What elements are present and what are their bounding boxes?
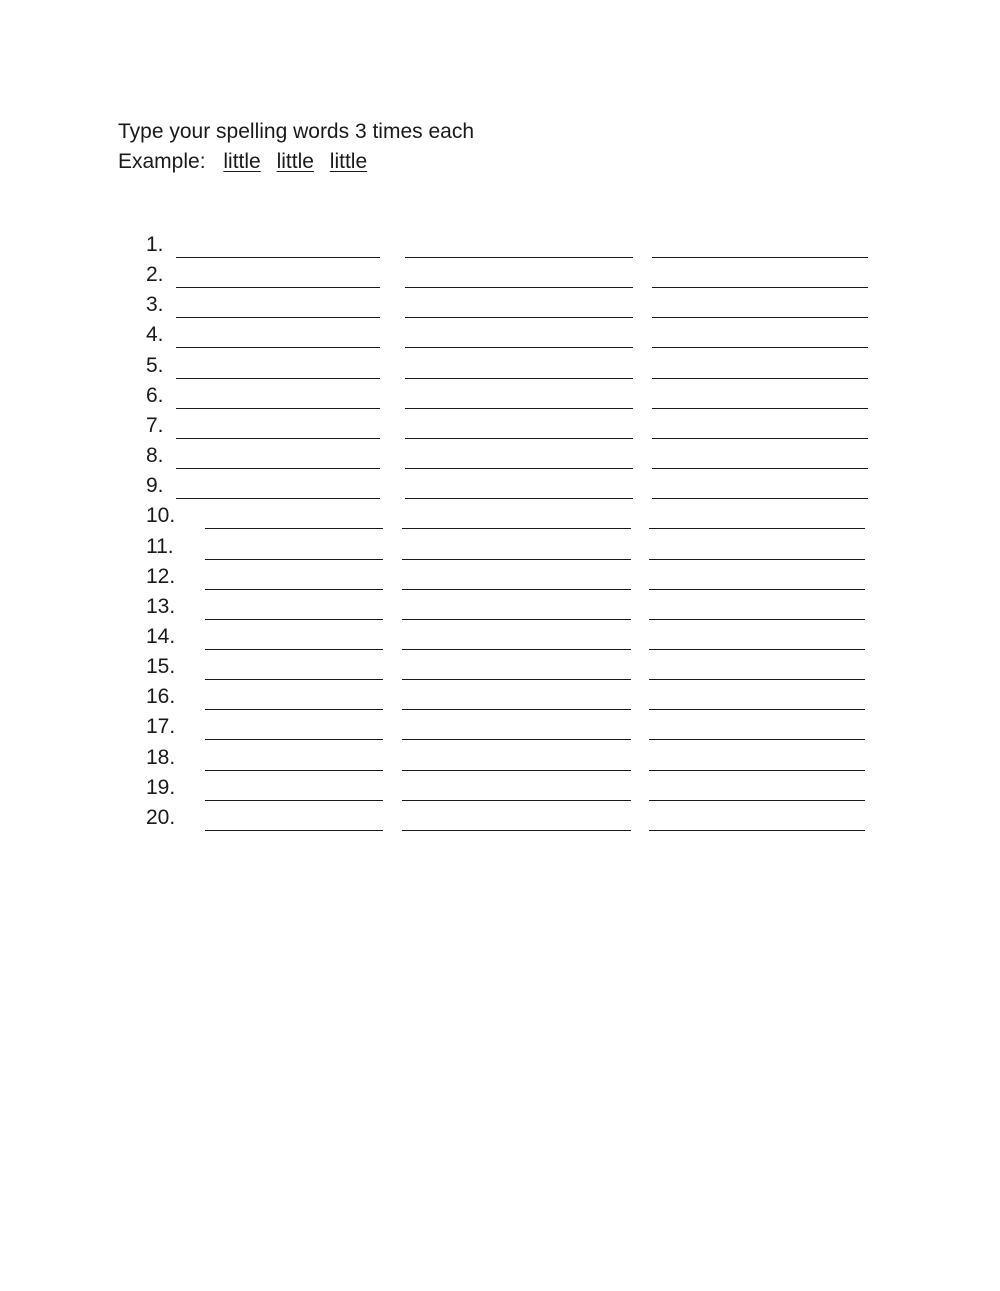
row-number: 8. [146, 444, 164, 468]
spelling-answer-field[interactable] [402, 501, 631, 529]
row-number: 1. [146, 233, 164, 256]
spelling-answer-field[interactable] [176, 320, 380, 348]
spelling-answer-field[interactable] [405, 320, 633, 348]
row-number: 17. [146, 715, 176, 739]
spelling-answer-field[interactable] [649, 712, 865, 740]
spelling-answer-field[interactable] [176, 351, 380, 379]
row-number: 4. [146, 323, 164, 347]
spelling-answer-field[interactable] [649, 592, 865, 620]
spelling-answer-field[interactable] [402, 743, 631, 771]
spelling-answer-field[interactable] [402, 712, 631, 740]
spelling-answer-field[interactable] [652, 471, 868, 499]
spelling-answer-field[interactable] [205, 592, 383, 620]
spelling-answer-field[interactable] [649, 682, 865, 710]
example-word: little [329, 150, 368, 173]
spelling-answer-field[interactable] [652, 320, 868, 348]
row-number: 5. [146, 353, 164, 377]
spelling-answer-field[interactable] [402, 803, 631, 831]
spelling-answer-field[interactable] [652, 351, 868, 379]
row-number: 6. [146, 383, 164, 407]
spelling-answer-field[interactable] [649, 803, 865, 831]
spelling-answer-field[interactable] [405, 351, 633, 379]
spelling-answer-field[interactable] [402, 622, 631, 650]
row-number: 11. [146, 534, 174, 558]
example-word: little [223, 150, 261, 173]
spelling-answer-field[interactable] [405, 441, 633, 469]
spelling-answer-field[interactable] [205, 773, 383, 801]
row-number: 14. [146, 624, 176, 648]
spelling-answer-field[interactable] [649, 743, 865, 771]
spelling-answer-field[interactable] [176, 290, 380, 318]
spelling-answer-field[interactable] [176, 471, 380, 499]
spelling-answer-field[interactable] [652, 260, 868, 288]
spelling-answer-field[interactable] [405, 290, 633, 318]
spelling-answer-field[interactable] [652, 381, 868, 409]
spelling-answer-field[interactable] [649, 773, 865, 801]
row-number: 20. [146, 805, 176, 829]
spelling-answer-field[interactable] [649, 562, 865, 590]
spelling-answer-field[interactable] [649, 532, 865, 560]
row-number: 12. [146, 564, 176, 588]
row-number: 3. [146, 293, 164, 317]
spelling-answer-field[interactable] [405, 260, 633, 288]
spelling-answer-field[interactable] [176, 260, 380, 288]
row-number: 19. [146, 775, 176, 799]
spelling-answer-field[interactable] [402, 532, 631, 560]
spelling-answer-field[interactable] [402, 682, 631, 710]
spelling-answer-field[interactable] [649, 501, 865, 529]
example-word: little [276, 150, 314, 173]
spelling-answer-field[interactable] [176, 381, 380, 409]
spelling-answer-field[interactable] [205, 712, 383, 740]
spelling-answer-field[interactable] [402, 773, 631, 801]
row-number: 13. [146, 594, 176, 618]
spelling-answer-field[interactable] [405, 411, 633, 439]
spelling-answer-field[interactable] [405, 230, 633, 258]
spelling-answer-field[interactable] [205, 682, 383, 710]
spelling-answer-field[interactable] [402, 562, 631, 590]
spelling-answer-field[interactable] [652, 441, 868, 469]
spelling-answer-field[interactable] [205, 803, 383, 831]
row-number: 10. [146, 504, 176, 528]
row-number: 15. [146, 655, 176, 679]
spelling-answer-field[interactable] [652, 290, 868, 318]
spelling-answer-field[interactable] [205, 562, 383, 590]
spelling-answer-field[interactable] [205, 622, 383, 650]
spelling-answer-field[interactable] [205, 652, 383, 680]
spelling-answer-field[interactable] [402, 592, 631, 620]
row-number: 18. [146, 745, 176, 769]
row-number: 2. [146, 263, 164, 287]
example-label: Example: [118, 150, 206, 173]
row-number: 9. [146, 474, 164, 498]
spelling-answer-field[interactable] [402, 652, 631, 680]
spelling-answer-field[interactable] [176, 441, 380, 469]
spelling-answer-field[interactable] [205, 743, 383, 771]
spelling-answer-field[interactable] [176, 230, 380, 258]
spelling-answer-field[interactable] [405, 471, 633, 499]
spelling-answer-field[interactable] [649, 622, 865, 650]
spelling-row [0, 807, 1000, 837]
instruction-text: Type your spelling words 3 times each [118, 120, 475, 143]
spelling-answer-field[interactable] [176, 411, 380, 439]
spelling-answer-field[interactable] [405, 381, 633, 409]
spelling-answer-field[interactable] [652, 230, 868, 258]
spelling-answer-field[interactable] [205, 532, 383, 560]
row-number: 7. [146, 413, 164, 437]
spelling-answer-field[interactable] [652, 411, 868, 439]
spelling-answer-field[interactable] [649, 652, 865, 680]
spelling-answer-field[interactable] [205, 501, 383, 529]
row-number: 16. [146, 685, 176, 709]
